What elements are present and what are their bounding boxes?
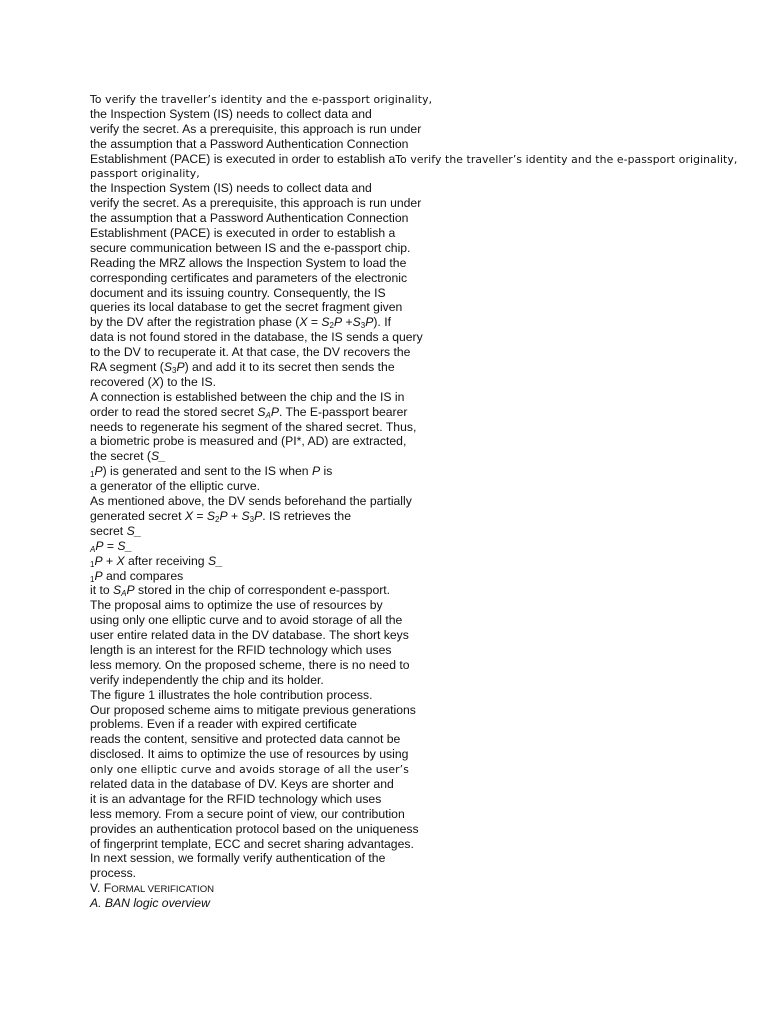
text-span: S_ — [150, 449, 166, 464]
text-span: S_ — [207, 553, 223, 568]
text-line — [90, 196, 650, 211]
text-span: Establishment (PACE) is executed in order to establish a — [90, 226, 396, 241]
text-span: Our proposed scheme aims to mitigate previous generations — [90, 702, 416, 717]
text-span: X — [151, 374, 160, 389]
text-line — [90, 673, 650, 688]
text-span: problems. Even if a reader with expired certificate — [90, 717, 357, 732]
text-line — [90, 434, 650, 449]
text-line — [90, 866, 650, 881]
text-span: + — [342, 315, 353, 330]
text-span: P — [311, 464, 321, 479]
text-span: P — [270, 404, 279, 419]
text-span: In next session, we formally verify authentication of the — [90, 851, 386, 866]
text-span: P — [365, 315, 374, 330]
text-span: S — [352, 315, 361, 330]
text-span: needs to regenerate his segment of the shared secret. Thus, — [90, 419, 417, 434]
text-span: P — [126, 583, 135, 598]
text-line — [90, 449, 650, 464]
text-span: ) is generated and sent to the IS when — [102, 464, 312, 479]
text-line — [90, 494, 650, 509]
text-line — [90, 122, 650, 137]
text-line — [90, 211, 650, 226]
text-line — [90, 390, 650, 405]
text-span: by the DV after the registration phase ( — [90, 315, 300, 330]
text-span: 1 — [90, 470, 95, 480]
text-span: S_ — [117, 538, 133, 553]
text-span: reads the content, sensitive and protected data cannot be — [90, 732, 401, 747]
text-span: To verify the traveller’s identity and the e-passport originality, — [395, 152, 738, 166]
text-span: secret — [90, 523, 127, 538]
text-line — [90, 315, 650, 330]
text-span: . IS retrieves the — [262, 508, 351, 523]
text-span: 3 — [171, 366, 177, 376]
text-line — [90, 330, 650, 345]
text-span: A — [265, 410, 271, 420]
text-span: it to — [90, 583, 114, 598]
text-span: S — [241, 508, 250, 523]
text-span: X — [184, 508, 193, 523]
text-span: + — [102, 553, 117, 568]
text-span: document and its issuing country. Consequently, the IS — [90, 285, 386, 300]
text-line — [90, 166, 650, 181]
text-span: P — [219, 508, 228, 523]
text-span: less memory. From a secure point of view, our contribution — [90, 806, 405, 821]
text-line — [90, 137, 650, 152]
text-span: related data in the database of DV. Keys are shorter and — [90, 776, 394, 791]
text-span: generated secret — [90, 508, 185, 523]
text-span: stored in the chip of correspondent e-passport. — [134, 583, 391, 598]
text-line — [90, 658, 650, 673]
text-span: Establishment (PACE) is executed in order to establish a — [90, 151, 396, 166]
text-line — [90, 822, 650, 837]
text-span: user entire related data in the DV database. The short keys — [90, 628, 409, 643]
text-line — [90, 643, 650, 658]
text-span: verify independently the chip and its holder. — [90, 672, 324, 687]
text-span: S — [321, 315, 330, 330]
text-line — [90, 717, 650, 732]
text-line — [90, 598, 650, 613]
text-line — [90, 792, 650, 807]
text-span: A — [90, 544, 96, 554]
text-span: after receiving — [124, 553, 208, 568]
text-span: A connection is established between the chip and the IS in — [90, 389, 405, 404]
text-line — [90, 777, 650, 792]
text-span: P — [95, 538, 104, 553]
text-line — [90, 271, 650, 286]
text-line — [90, 628, 650, 643]
text-span: length is an interest for the RFID technology which uses — [90, 642, 392, 657]
text-span: X — [116, 553, 125, 568]
text-line — [90, 509, 650, 524]
text-span: of fingerprint template, ECC and secret sharing advantages. — [90, 836, 414, 851]
text-span: The proposal aims to optimize the use of resources by — [90, 598, 383, 613]
section-heading — [90, 881, 650, 896]
text-span: P — [94, 553, 103, 568]
text-line — [90, 226, 650, 241]
text-span: 3 — [249, 514, 255, 524]
text-span: = — [307, 315, 322, 330]
text-span: As mentioned above, the DV sends beforehand the partially — [90, 494, 412, 509]
text-span: verify the secret. As a prerequisite, this approach is run under — [90, 121, 422, 136]
text-span: The figure 1 illustrates the hole contribution process. — [90, 687, 373, 702]
text-line — [90, 837, 650, 852]
text-span: ). If — [373, 315, 391, 330]
text-span: secure communication between IS and the e-passport chip. — [90, 240, 411, 255]
text-span: = — [103, 538, 118, 553]
text-span: passport originality, — [90, 167, 200, 181]
body-text — [90, 92, 738, 911]
text-line — [90, 807, 650, 822]
text-span: data is not found stored in the database, the IS sends a query — [90, 330, 423, 345]
text-span: P — [254, 508, 263, 523]
subsection-heading — [90, 896, 650, 911]
text-span: P — [176, 360, 185, 375]
text-line — [90, 703, 650, 718]
text-span: verify the secret. As a prerequisite, this approach is run under — [90, 196, 422, 211]
text-span: V. F — [90, 881, 112, 896]
text-span: = — [193, 508, 207, 523]
text-line — [90, 569, 650, 584]
text-span: RA segment ( — [90, 360, 164, 375]
text-span: P — [94, 568, 103, 583]
text-span: ) and add it to its secret then sends the — [184, 360, 395, 375]
text-span: a generator of the elliptic curve. — [90, 479, 261, 494]
text-line — [90, 181, 650, 196]
text-span: ORMAL VERIFICATION — [111, 884, 215, 896]
text-line — [90, 300, 650, 315]
text-line — [90, 151, 738, 167]
text-span: + — [227, 508, 242, 523]
text-span: A. BAN logic overview — [90, 896, 210, 911]
text-span: queries its local database to get the secret fragment given — [90, 300, 403, 315]
text-span: the Inspection System (IS) needs to collect data and — [90, 181, 372, 196]
text-line — [90, 613, 650, 628]
text-span: provides an authentication protocol based on the uniqueness — [90, 821, 419, 836]
text-line — [90, 464, 650, 479]
text-span: less memory. On the proposed scheme, there is no need to — [90, 657, 410, 672]
text-line — [90, 286, 650, 301]
text-span: S — [113, 583, 122, 598]
text-span: Reading the MRZ allows the Inspection System to load the — [90, 255, 407, 270]
text-span: using only one elliptic curve and to avoid storage of all the — [90, 613, 403, 628]
text-line — [90, 375, 650, 390]
text-line — [90, 405, 650, 420]
text-line — [90, 554, 650, 569]
text-line — [90, 241, 650, 256]
text-line — [90, 479, 650, 494]
text-span: the assumption that a Password Authentication Connection — [90, 211, 409, 226]
text-span: S — [163, 360, 172, 375]
text-span: the assumption that a Password Authentication Connection — [90, 136, 409, 151]
text-line — [90, 851, 650, 866]
text-span: S — [257, 404, 266, 419]
text-span: to the DV to recuperate it. At that case, the DV recovers the — [90, 345, 411, 360]
text-span: corresponding certificates and parameters of the electronic — [90, 270, 408, 285]
text-span: 2 — [215, 514, 220, 524]
text-span: the Inspection System (IS) needs to collect data and — [90, 106, 372, 121]
text-span: To verify the traveller’s identity and the e-passport originality, — [90, 93, 433, 106]
text-span: P — [333, 315, 343, 330]
text-line — [90, 345, 650, 360]
text-span: ) to the IS. — [159, 374, 217, 389]
text-span: the secret ( — [90, 449, 151, 464]
text-span: X — [299, 315, 308, 330]
text-line — [90, 107, 650, 122]
text-span: 2 — [329, 321, 334, 331]
text-line — [90, 688, 650, 703]
text-span: S — [206, 508, 216, 523]
text-span: 3 — [360, 321, 366, 331]
text-line — [90, 92, 650, 107]
text-span: a biometric probe is measured and (PI*, AD) are extracted, — [90, 434, 407, 449]
text-span: disclosed. It aims to optimize the use of resources by using — [90, 747, 409, 762]
text-span: process. — [90, 866, 137, 881]
text-line — [90, 762, 650, 777]
text-line — [90, 583, 650, 598]
text-span: order to read the stored secret — [90, 404, 258, 419]
text-line — [90, 256, 650, 271]
text-span: 1 — [90, 574, 95, 584]
text-span: A — [121, 589, 127, 599]
text-span: . The E-passport bearer — [278, 404, 408, 419]
text-span: it is an advantage for the RFID technology which uses — [90, 791, 382, 806]
text-line — [90, 420, 650, 435]
text-line — [90, 732, 650, 747]
text-span: is — [320, 464, 333, 479]
text-line — [90, 360, 650, 375]
text-span: recovered ( — [90, 374, 152, 389]
text-line — [90, 747, 650, 762]
text-span: S_ — [126, 523, 142, 538]
text-span: and compares — [102, 568, 184, 583]
text-span: P — [94, 464, 103, 479]
text-span: only one elliptic curve and avoids storage of all the user’s — [90, 763, 409, 777]
text-line — [90, 524, 650, 539]
text-line — [90, 539, 650, 554]
text-span: 1 — [90, 559, 95, 569]
